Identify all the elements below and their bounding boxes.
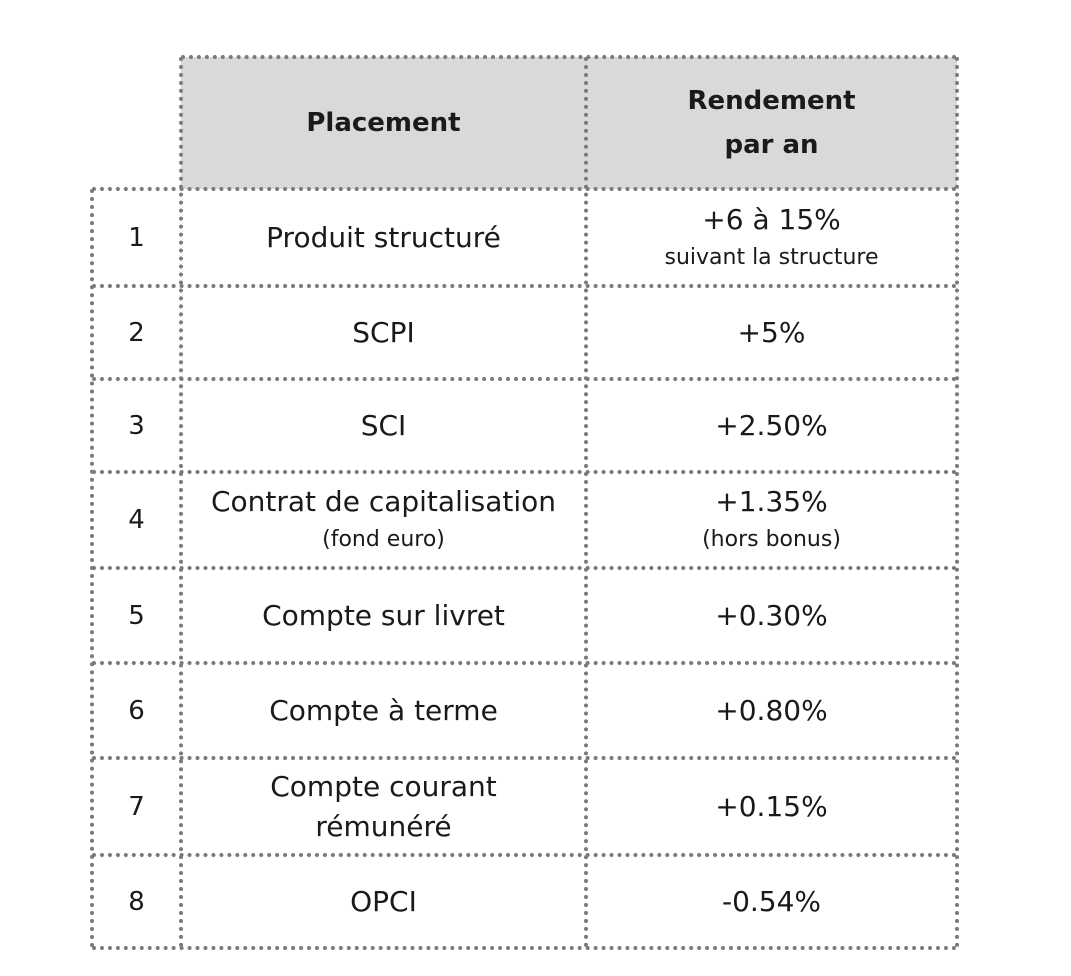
placement-label: OPCI [350,884,417,918]
placement-label: Compte à terme [269,693,498,727]
rendement-cell [586,758,957,855]
rendement-value: +0.15% [715,789,828,823]
row-divider [92,946,957,950]
rendement-value: +0.30% [715,598,828,632]
placement-note: (fond euro) [322,527,445,552]
placement-label: Compte sur livret [262,598,505,632]
row-number: 6 [128,695,145,726]
column-divider [90,189,94,948]
rendement-cell [586,663,957,758]
column-divider [584,57,588,948]
header-placement-label: Placement [306,108,461,138]
placement-label: SCPI [352,315,415,349]
rendement-cell [586,379,957,472]
placement-label: Produit structuré [266,220,501,254]
row-divider [92,756,957,760]
rendement-value: +6 à 15% [702,202,841,236]
header-placement [181,57,586,189]
placement-cell [181,472,586,568]
placement-label: rémunéré [315,809,452,843]
header-rendement [586,57,957,189]
placement-cell [181,286,586,379]
placement-label: Compte courant [270,769,497,803]
rendement-note: (hors bonus) [702,527,841,552]
placement-cell [181,855,586,948]
placement-cell [181,189,586,286]
row-divider [92,853,957,857]
row-divider [92,284,957,288]
column-divider [179,57,183,948]
header-rendement-line1: Rendement [687,86,856,116]
rendement-cell [586,189,957,286]
rendement-cell [586,472,957,568]
row-number: 3 [128,410,145,441]
column-divider [955,57,959,948]
placement-label: Contrat de capitalisation [210,485,557,518]
rendement-cell [586,286,957,379]
header-rendement-line2: par an [724,130,819,160]
rendement-value: +2.50% [715,408,828,442]
placement-cell [181,379,586,472]
row-number: 1 [128,222,145,253]
row-divider [181,55,957,59]
rendement-cell [586,568,957,663]
rendement-value: -0.54% [721,884,822,918]
row-number: 7 [128,791,145,822]
rendement-note: suivant la structure [664,244,879,270]
row-number: 5 [128,600,145,631]
rendement-value: +1.35% [715,485,828,518]
row-number: 4 [128,505,145,535]
row-divider [92,566,957,570]
row-divider [92,187,957,191]
placement-label: SCI [360,408,407,442]
row-divider [92,377,957,381]
row-divider [92,661,957,665]
row-number: 2 [128,317,145,348]
rendement-value: +5% [737,315,806,349]
row-divider [92,470,957,474]
placement-cell [181,663,586,758]
placement-cell [181,568,586,663]
placement-cell [181,758,586,855]
rendement-value: +0.80% [715,693,828,727]
rendement-cell [586,855,957,948]
row-number: 8 [128,886,145,917]
